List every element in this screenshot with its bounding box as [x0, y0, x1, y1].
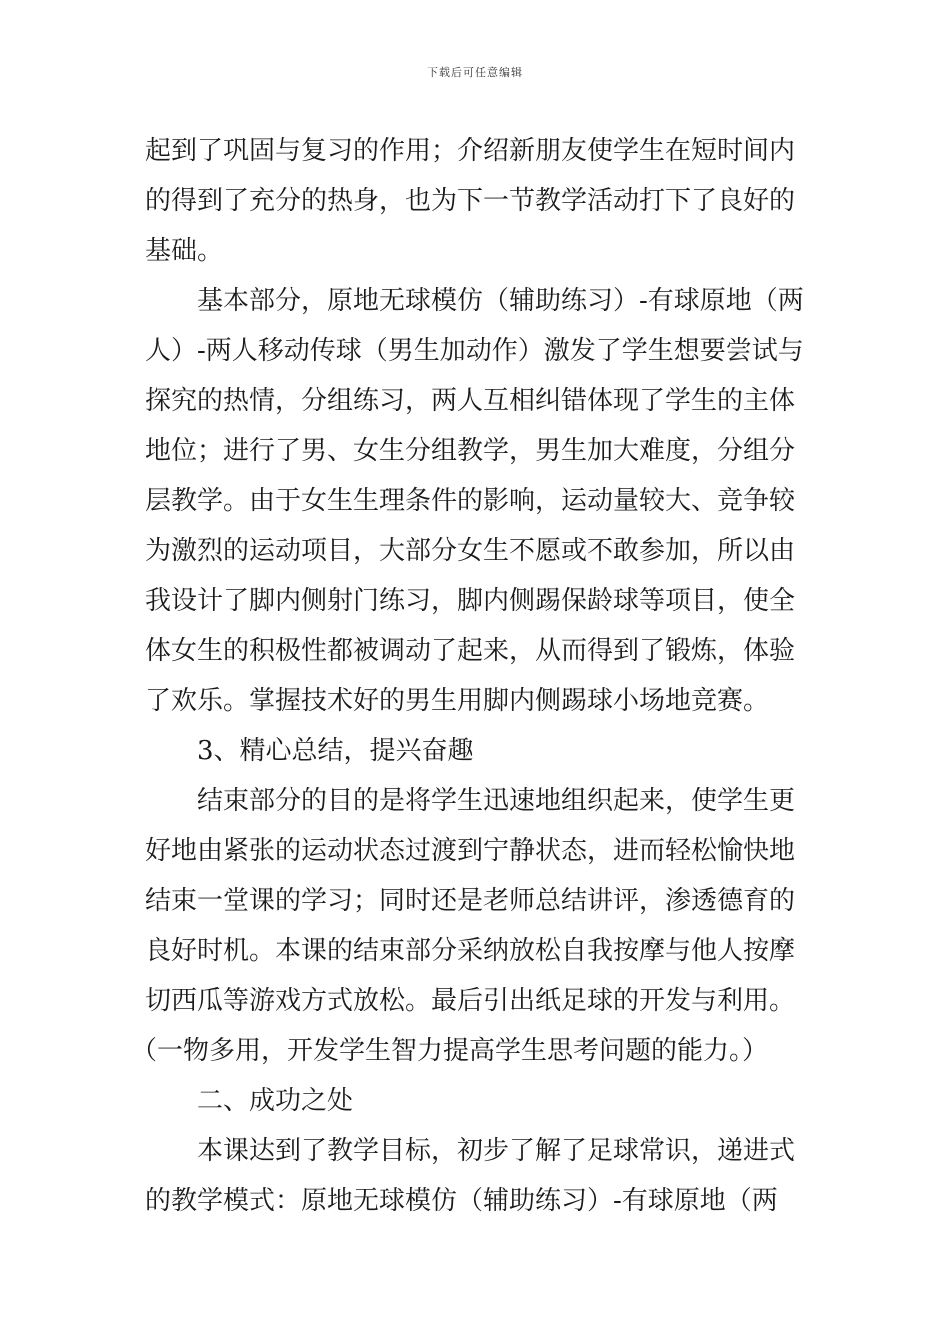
text-line: （一物多用，开发学生智力提高学生思考问题的能力。） [131, 1036, 769, 1066]
paragraph-start-line: 基本部分，原地无球模仿（辅助练习）-有球原地（两 [197, 286, 804, 316]
text-line: 基础。 [145, 236, 224, 266]
text-line: 层教学。由于女生生理条件的影响，运动量较大、竞争较 [145, 486, 796, 516]
text-line: 人）-两人移动传球（男生加动作）激发了学生想要尝试与 [145, 336, 804, 366]
text-line: 切西瓜等游戏方式放松。最后引出纸足球的开发与利用。 [145, 986, 796, 1016]
document-body [131, 126, 807, 1226]
text-line: 了欢乐。掌握技术好的男生用脚内侧踢球小场地竞赛。 [145, 686, 770, 716]
text-line: 探究的热情，分组练习，两人互相纠错体现了学生的主体 [145, 386, 796, 416]
page-header: 下载后可任意编辑 [427, 66, 523, 79]
paragraph-start-line: 结束部分的目的是将学生迅速地组织起来，使学生更 [197, 786, 796, 816]
paragraph-start-line: 本课达到了教学目标，初步了解了足球常识，递进式 [197, 1136, 796, 1166]
text-line: 起到了巩固与复习的作用；介绍新朋友使学生在短时间内 [145, 136, 796, 166]
section-heading: 3、精心总结，提兴奋趣 [197, 736, 474, 766]
text-line: 的教学模式：原地无球模仿（辅助练习）-有球原地（两 [145, 1186, 778, 1216]
text-line: 好地由紧张的运动状态过渡到宁静状态，进而轻松愉快地 [145, 836, 796, 866]
section-heading: 二、成功之处 [197, 1086, 354, 1116]
text-line: 体女生的积极性都被调动了起来，从而得到了锻炼，体验 [145, 636, 796, 666]
text-line: 为激烈的运动项目，大部分女生不愿或不敢参加，所以由 [145, 536, 796, 566]
text-line: 结束一堂课的学习；同时还是老师总结讲评，渗透德育的 [145, 886, 796, 916]
text-line: 我设计了脚内侧射门练习，脚内侧踢保龄球等项目，使全 [145, 586, 796, 616]
text-line: 地位；进行了男、女生分组教学，男生加大难度，分组分 [145, 436, 796, 466]
text-line: 的得到了充分的热身，也为下一节教学活动打下了良好的 [145, 186, 796, 216]
text-line: 良好时机。本课的结束部分采纳放松自我按摩与他人按摩 [145, 936, 796, 966]
